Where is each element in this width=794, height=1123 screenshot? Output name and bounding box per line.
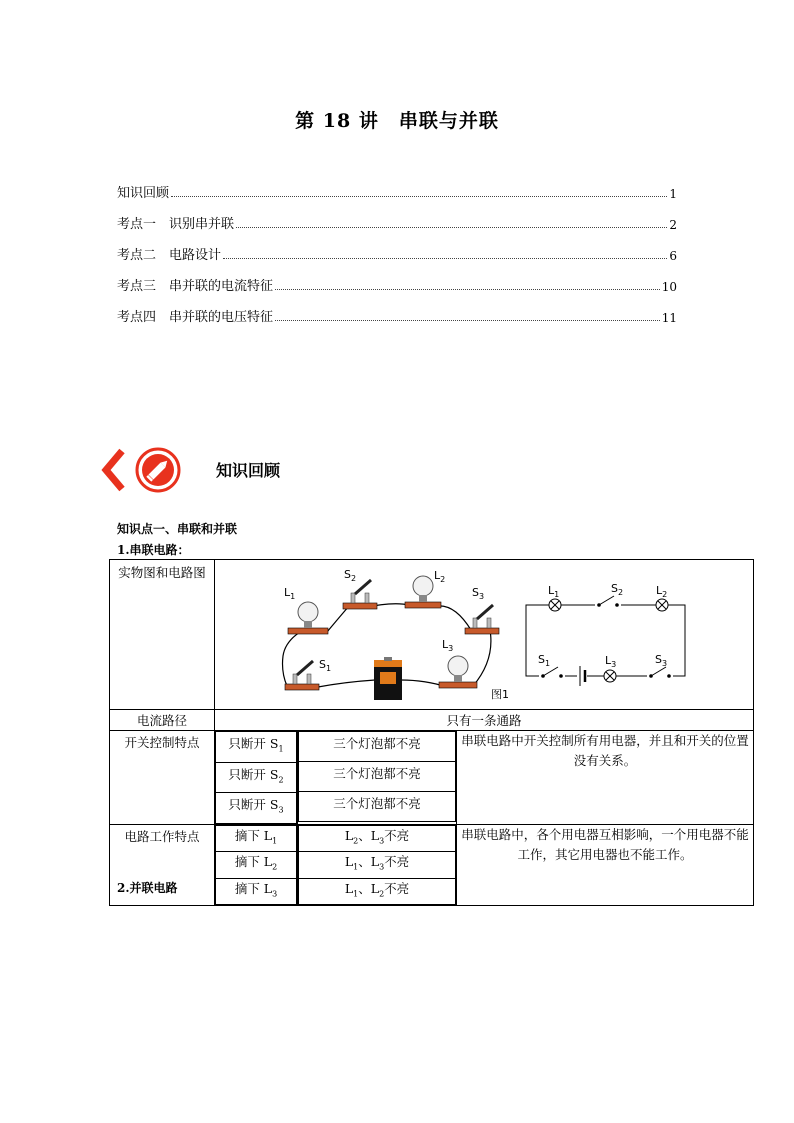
schematic-battery bbox=[577, 666, 587, 686]
toc-label: 考点三 串并联的电流特征 bbox=[117, 279, 274, 294]
remove-result: $L_1$、$L_3$不亮 bbox=[299, 852, 456, 879]
switch-icon bbox=[285, 661, 319, 690]
bulb-icon bbox=[288, 602, 328, 634]
toc-entry[interactable] bbox=[117, 170, 677, 201]
toc-leader bbox=[275, 320, 660, 321]
table-of-contents bbox=[117, 170, 677, 325]
figure-caption: 图1 bbox=[491, 688, 509, 701]
circuit-figure-cell bbox=[215, 560, 754, 710]
label-L2: $L_2$ bbox=[434, 569, 446, 584]
parallel-circuit-heading: 2.并联电路 bbox=[117, 881, 178, 895]
bulb-icon bbox=[439, 656, 477, 688]
switch-result: 三个灯泡都不亮 bbox=[299, 792, 456, 822]
pencil-icon bbox=[137, 449, 179, 491]
label-S1: $S_1$ bbox=[538, 653, 551, 668]
page-title: 第 18 讲 串联与并联 bbox=[295, 110, 499, 132]
row-header: 开关控制特点 bbox=[110, 731, 215, 825]
toc-leader bbox=[236, 227, 667, 228]
knowledge-point-title: 知识点一、串联和并联 bbox=[117, 522, 238, 536]
switch-action: 只断开 $S_2$ bbox=[216, 762, 297, 793]
label-L2: $L_2$ bbox=[656, 584, 668, 599]
schematic-switch-S2 bbox=[595, 596, 621, 609]
remove-action: 摘下 $L_3$ bbox=[216, 878, 297, 905]
label-L3: $L_3$ bbox=[605, 654, 617, 669]
remove-action: 摘下 $L_1$ bbox=[216, 825, 297, 852]
schematic-switch-S1 bbox=[539, 667, 565, 680]
toc-leader bbox=[171, 196, 667, 197]
remove-action-column bbox=[215, 824, 298, 906]
schematic-lamp-L2 bbox=[656, 599, 668, 611]
toc-leader bbox=[223, 258, 667, 259]
remove-action: 摘下 $L_2$ bbox=[216, 852, 297, 879]
toc-page: 1 bbox=[669, 187, 677, 201]
remove-result: $L_2$、$L_3$不亮 bbox=[299, 825, 456, 852]
switch-icon bbox=[465, 605, 499, 634]
label-L3: $L_3$ bbox=[442, 638, 454, 653]
remove-result: $L_1$、$L_2$不亮 bbox=[299, 878, 456, 905]
label-S3: $S_3$ bbox=[655, 653, 668, 668]
toc-label: 考点一 识别串并联 bbox=[117, 217, 235, 232]
chevron-left-icon bbox=[106, 451, 122, 489]
switch-action: 只断开 $S_3$ bbox=[216, 793, 297, 824]
toc-page: 11 bbox=[661, 311, 677, 325]
toc-page: 6 bbox=[669, 249, 677, 263]
row-header: 电流路径 bbox=[110, 710, 215, 731]
switch-action: 只断开 $S_1$ bbox=[216, 732, 297, 763]
switch-description: 串联电路中开关控制所有用电器，并且和开关的位置没有关系。 bbox=[457, 731, 754, 825]
label-L1: $L_1$ bbox=[284, 586, 296, 601]
toc-page: 10 bbox=[661, 280, 677, 294]
label-S1: $S_1$ bbox=[319, 658, 332, 673]
schematic-lamp-L1 bbox=[549, 599, 561, 611]
section-title: 知识回顾 bbox=[216, 461, 281, 480]
toc-entry[interactable] bbox=[117, 294, 677, 325]
series-circuit-table bbox=[109, 559, 754, 906]
schematic-lamp-L3 bbox=[604, 670, 616, 682]
toc-entry[interactable] bbox=[117, 263, 677, 294]
label-S3: $S_3$ bbox=[472, 586, 485, 601]
series-circuit-figure bbox=[215, 560, 753, 706]
toc-page: 2 bbox=[669, 218, 677, 232]
remove-result-column bbox=[298, 824, 457, 906]
series-circuit-heading: 1.串联电路： bbox=[117, 543, 190, 557]
toc-label: 考点二 电路设计 bbox=[117, 248, 222, 263]
switch-result: 三个灯泡都不亮 bbox=[299, 732, 456, 762]
toc-leader bbox=[275, 289, 660, 290]
toc-label: 知识回顾 bbox=[117, 186, 170, 201]
row-header: 实物图和电路图 bbox=[110, 560, 215, 710]
toc-label: 考点四 串并联的电压特征 bbox=[117, 310, 274, 325]
toc-entry[interactable] bbox=[117, 201, 677, 232]
switch-result-column bbox=[298, 731, 457, 825]
row-header: 电路工作特点 bbox=[110, 824, 215, 906]
label-S2: $S_2$ bbox=[611, 582, 624, 597]
toc-entry[interactable] bbox=[117, 232, 677, 263]
switch-action-column bbox=[215, 731, 298, 825]
switch-icon bbox=[343, 580, 377, 609]
label-L1: $L_1$ bbox=[548, 584, 560, 599]
label-S2: $S_2$ bbox=[344, 568, 357, 583]
battery-icon bbox=[374, 657, 402, 700]
switch-result: 三个灯泡都不亮 bbox=[299, 762, 456, 792]
work-description: 串联电路中，各个用电器互相影响，一个用电器不能工作，其它用电器也不能工作。 bbox=[457, 824, 754, 906]
current-path-value: 只有一条通路 bbox=[215, 710, 754, 731]
schematic-switch-S3 bbox=[647, 667, 673, 680]
